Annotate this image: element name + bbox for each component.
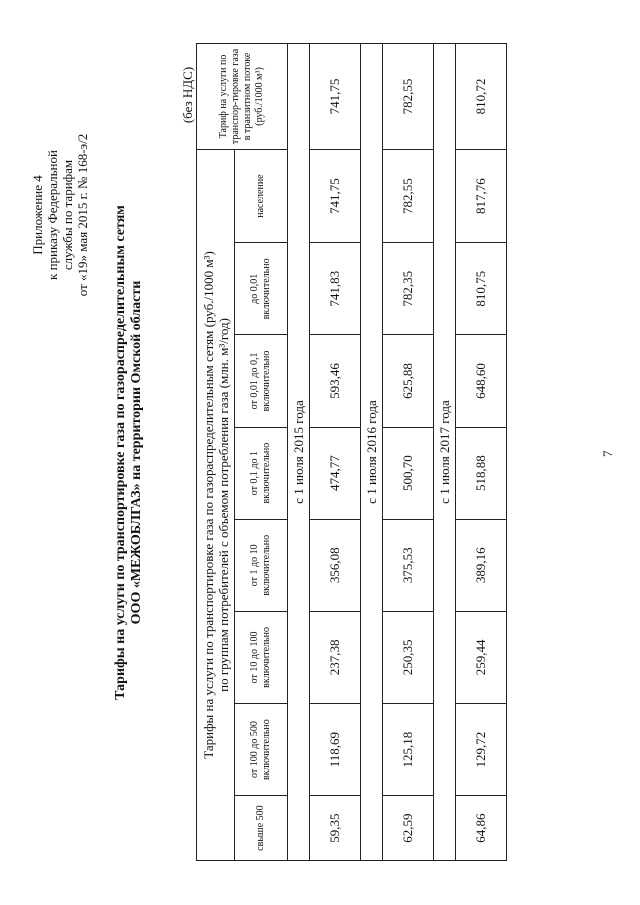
column-header: от 0,1 до 1 включительно [235,427,288,519]
title-line: ООО «МЕЖОБЛГАЗ» на территории Омской области [129,280,144,625]
table-cell: 782,55 [383,149,434,242]
section-label: с 1 июля 2017 года [434,44,456,861]
column-header: население [235,149,288,242]
table-cell: 741,83 [310,243,361,335]
table-cell: 118,69 [310,704,361,796]
table-row [383,44,434,861]
main-header [197,149,235,860]
table-cell: 237,38 [310,611,361,703]
table-cell: 125,18 [383,704,434,796]
table-cell: 389,16 [456,519,507,611]
table-cell: 62,59 [383,796,434,861]
table-cell: 810,72 [456,44,507,150]
tariff-table [196,43,507,861]
table-cell: 375,53 [383,519,434,611]
appendix-line: к приказу Федеральной [45,150,60,280]
table-cell: 59,35 [310,796,361,861]
table-cell: 474,77 [310,427,361,519]
table-cell: 356,08 [310,519,361,611]
table-cell: 129,72 [456,704,507,796]
table-row [456,44,507,861]
column-header: от 100 до 500 включительно [235,704,288,796]
page-number: 7 [600,450,615,457]
table-cell: 648,60 [456,335,507,427]
table-cell: 625,88 [383,335,434,427]
appendix-block [30,125,90,305]
table-row [310,44,361,861]
main-header-line: Тарифы на услуги по транспортировке газа по газораспределительным сетям (руб./1000 м³) [200,251,216,759]
table-cell: 782,35 [383,243,434,335]
vat-note: (без НДС) [180,66,195,124]
transit-header: Тариф на услуги по транспор-тировке газа в транзитном потоке (руб./1000 м³) [197,44,288,150]
title-line: Тарифы на услуги по транспортировке газа по газораспределительным сетям [113,205,128,700]
table-cell: 741,75 [310,149,361,242]
column-header: от 10 до 100 включительно [235,611,288,703]
column-header: до 0,01 включительно [235,243,288,335]
main-header-line: по группам потребителей с объемом потребления газа (млн. м³/год) [215,318,231,692]
document-title [113,60,145,845]
section-label: с 1 июля 2016 года [361,44,383,861]
column-header: от 0,01 до 0,1 включительно [235,335,288,427]
appendix-line: от «19» мая 2015 г. № 168-э/2 [75,133,90,297]
column-header: от 1 до 10 включительно [235,519,288,611]
table-cell: 64,86 [456,796,507,861]
appendix-line: службы по тарифам [60,159,75,271]
table-cell: 782,55 [383,44,434,150]
column-header: свыше 500 [235,796,288,861]
table-cell: 259,44 [456,611,507,703]
table-cell: 500,70 [383,427,434,519]
section-label: с 1 июля 2015 года [288,44,310,861]
table-cell: 741,75 [310,44,361,150]
table-cell: 518,88 [456,427,507,519]
appendix-line: Приложение 4 [30,175,45,255]
table-cell: 593,46 [310,335,361,427]
table-cell: 810,75 [456,243,507,335]
table-cell: 250,35 [383,611,434,703]
table-cell: 817,76 [456,149,507,242]
